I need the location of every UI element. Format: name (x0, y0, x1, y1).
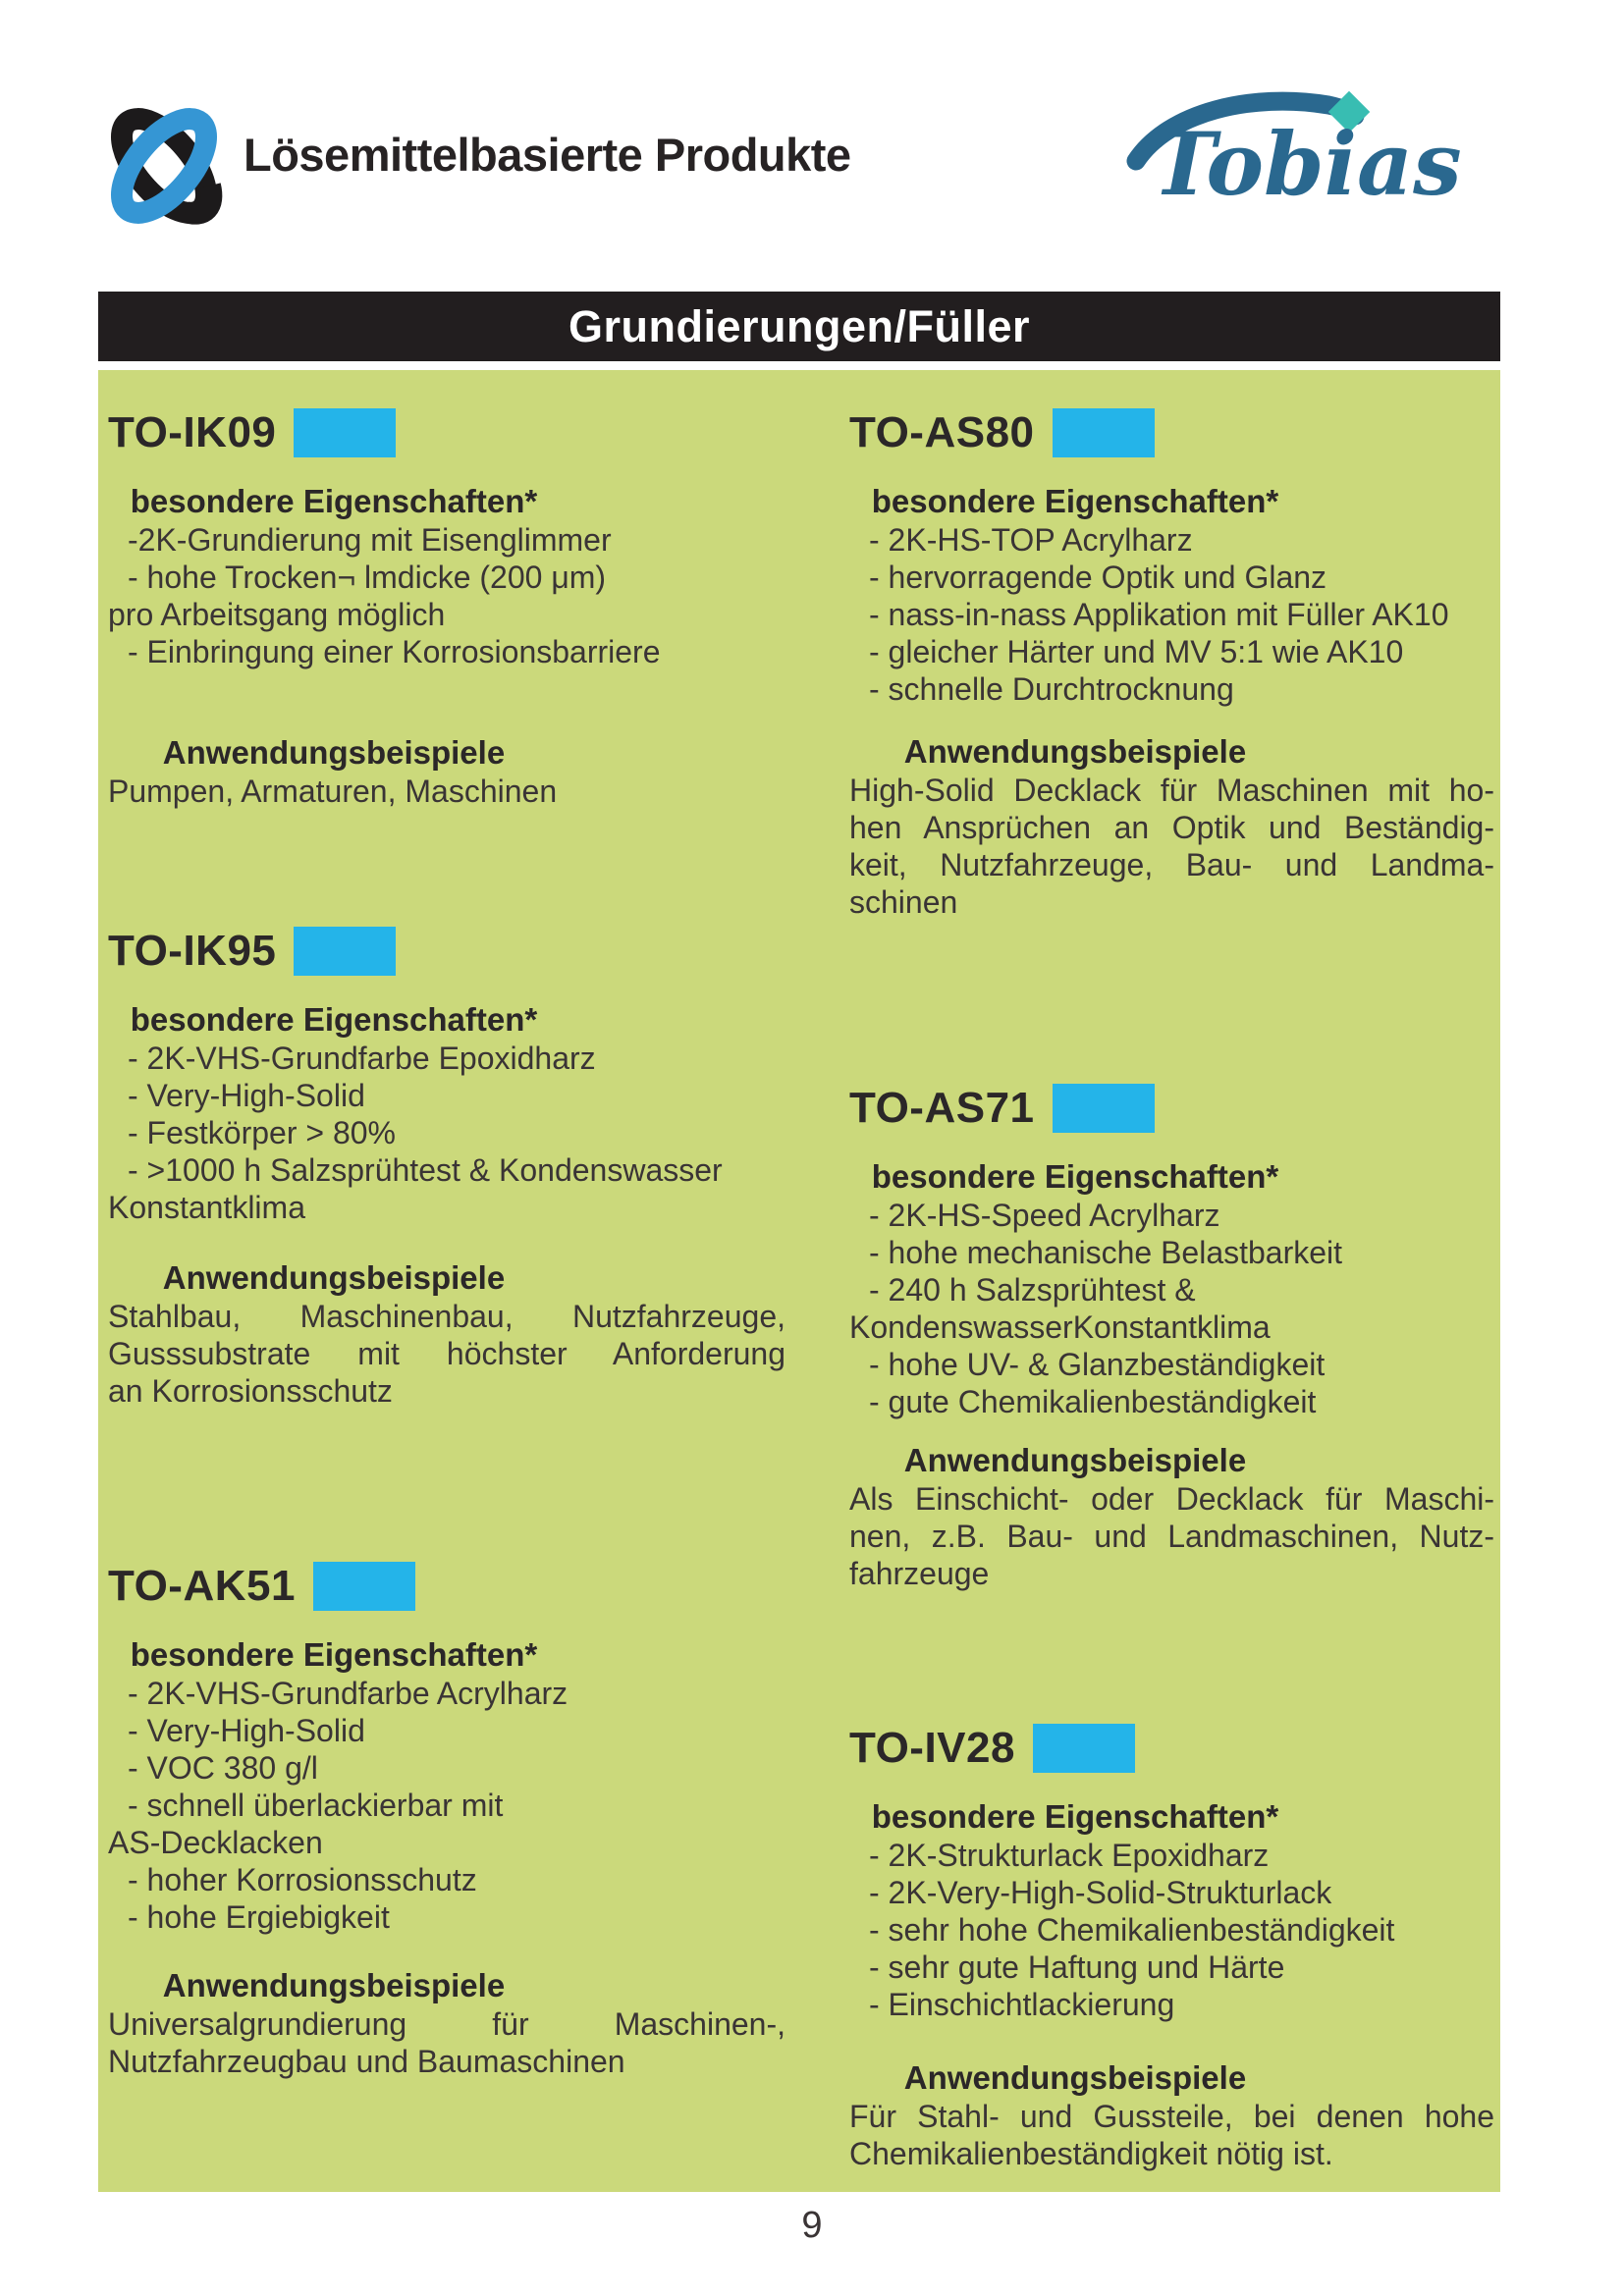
product-code: TO-AK51 (108, 1562, 296, 1610)
applications-heading: Anwendungsbeispiele (162, 1259, 506, 1296)
product-code: TO-AS71 (849, 1084, 1035, 1132)
product-section-to-ak51 (108, 1561, 785, 2080)
product-code: TO-IK09 (108, 408, 277, 456)
feature-line: - 2K-Very-High-Solid-Strukturlack (869, 1875, 1332, 1910)
feature-line: - Einschichtlackierung (869, 1987, 1175, 2022)
application-line: schinen (849, 884, 958, 920)
feature-line: AS-Decklacken (108, 1825, 323, 1860)
feature-line: - 2K-VHS-Grundfarbe Acrylharz (128, 1676, 568, 1711)
product-title-row (108, 926, 785, 977)
tobias-brand-logo (1124, 80, 1468, 223)
product-color-swatch (1033, 1724, 1135, 1773)
product-color-swatch (294, 927, 396, 976)
feature-line: - 2K-HS-Speed Acrylharz (869, 1198, 1220, 1233)
application-line: High-Solid Decklack für Maschinen mit ho- (849, 773, 1494, 808)
application-line: an Korrosionsschutz (108, 1373, 393, 1409)
feature-line: - Festkörper > 80% (128, 1115, 396, 1150)
features-heading: besondere Eigenschaften* (871, 1158, 1279, 1195)
application-line: Für Stahl- und Gussteile, bei denen hohe (849, 2099, 1494, 2134)
feature-line: - hoher Korrosionsschutz (128, 1862, 477, 1897)
feature-line: KondenswasserKonstantklima (849, 1309, 1271, 1345)
feature-line: - 240 h Salzsprühtest & (869, 1272, 1196, 1308)
product-section-to-ik09 (108, 407, 785, 810)
feature-line: - gute Chemikalienbeständigkeit (869, 1384, 1317, 1419)
feature-line: - hervorragende Optik und Glanz (869, 560, 1327, 595)
product-code: TO-IV28 (849, 1724, 1015, 1772)
feature-line: - Very-High-Solid (128, 1078, 365, 1113)
feature-line: - >1000 h Salzsprühtest & Kondenswasser (128, 1152, 723, 1188)
product-code: TO-IK95 (108, 927, 277, 975)
application-line: nen, z.B. Bau- und Landmaschinen, Nutz- (849, 1519, 1494, 1554)
product-section-to-iv28 (849, 1723, 1494, 2172)
feature-line: - hohe UV- & Glanzbeständigkeit (869, 1347, 1326, 1382)
feature-line: -2K-Grundierung mit Eisenglimmer (128, 522, 612, 558)
interlocking-rings-icon (90, 90, 238, 247)
application-line: Chemikalienbeständigkeit nötig ist. (849, 2136, 1333, 2171)
features-heading: besondere Eigenschaften* (130, 1636, 538, 1673)
application-line: keit, Nutzfahrzeuge, Bau- und Landma- (849, 847, 1494, 882)
product-title-row (849, 407, 1494, 458)
applications-heading: Anwendungsbeispiele (903, 733, 1247, 770)
page-number: 9 (801, 2205, 823, 2246)
feature-line: - sehr hohe Chemikalienbeständigkeit (869, 1912, 1395, 1948)
product-color-swatch (294, 408, 396, 457)
product-color-swatch (313, 1562, 415, 1611)
product-title-row (849, 1083, 1494, 1134)
application-line: Nutzfahrzeugbau und Baumaschinen (108, 2044, 625, 2079)
feature-line: - VOC 380 g/l (128, 1750, 318, 1786)
application-line: fahrzeuge (849, 1556, 990, 1591)
product-section-to-as71 (849, 1083, 1494, 1592)
features-heading: besondere Eigenschaften* (871, 483, 1279, 519)
feature-line: - Einbringung einer Korrosionsbarriere (128, 634, 661, 669)
section-banner-title: Grundierungen/Füller (568, 300, 1031, 351)
feature-line: - hohe mechanische Belastbarkeit (869, 1235, 1343, 1270)
applications-heading: Anwendungsbeispiele (162, 1967, 506, 2003)
product-title-row (108, 1561, 785, 1612)
application-line: Als Einschicht- oder Decklack für Maschi- (849, 1481, 1494, 1517)
feature-line: pro Arbeitsgang möglich (108, 597, 446, 632)
feature-line: - sehr gute Haftung und Härte (869, 1949, 1285, 1985)
brand-wordmark: Tobias (1152, 113, 1462, 215)
applications-heading: Anwendungsbeispiele (903, 1442, 1247, 1478)
application-line: Stahlbau, Maschinenbau, Nutzfahrzeuge, (108, 1299, 785, 1334)
applications-heading: Anwendungsbeispiele (903, 2059, 1247, 2096)
feature-line: - 2K-VHS-Grundfarbe Epoxidharz (128, 1041, 596, 1076)
application-line: Universalgrundierung für Maschinen-, (108, 2006, 785, 2042)
feature-line: - hohe Ergiebigkeit (128, 1899, 390, 1935)
feature-line: - Very-High-Solid (128, 1713, 365, 1748)
feature-line: - 2K-HS-TOP Acrylharz (869, 522, 1193, 558)
application-line: Pumpen, Armaturen, Maschinen (108, 774, 558, 809)
feature-line: - nass-in-nass Applikation mit Füller AK10 (869, 597, 1449, 632)
product-code: TO-AS80 (849, 408, 1035, 456)
product-section-to-as80 (849, 407, 1494, 921)
section-banner (98, 292, 1500, 361)
features-heading: besondere Eigenschaften* (130, 1001, 538, 1038)
page-title: Lösemittelbasierte Produkte (244, 129, 851, 181)
applications-heading: Anwendungsbeispiele (162, 734, 506, 771)
feature-line: - 2K-Strukturlack Epoxidharz (869, 1838, 1270, 1873)
feature-line: - gleicher Härter und MV 5:1 wie AK10 (869, 634, 1404, 669)
product-section-to-ik95 (108, 926, 785, 1410)
feature-line: - schnelle Durchtrocknung (869, 671, 1234, 707)
feature-line: Konstantklima (108, 1190, 305, 1225)
application-line: Gusssubstrate mit höchster Anforderung (108, 1336, 785, 1371)
product-title-row (108, 407, 785, 458)
product-color-swatch (1053, 408, 1155, 457)
product-color-swatch (1053, 1084, 1155, 1133)
feature-line: - hohe Trocken¬ lmdicke (200 μm) (128, 560, 607, 595)
product-title-row (849, 1723, 1494, 1774)
feature-line: - schnell überlackierbar mit (128, 1788, 504, 1823)
application-line: hen Ansprüchen an Optik und Beständig- (849, 810, 1494, 845)
features-heading: besondere Eigenschaften* (871, 1798, 1279, 1835)
features-heading: besondere Eigenschaften* (130, 483, 538, 519)
